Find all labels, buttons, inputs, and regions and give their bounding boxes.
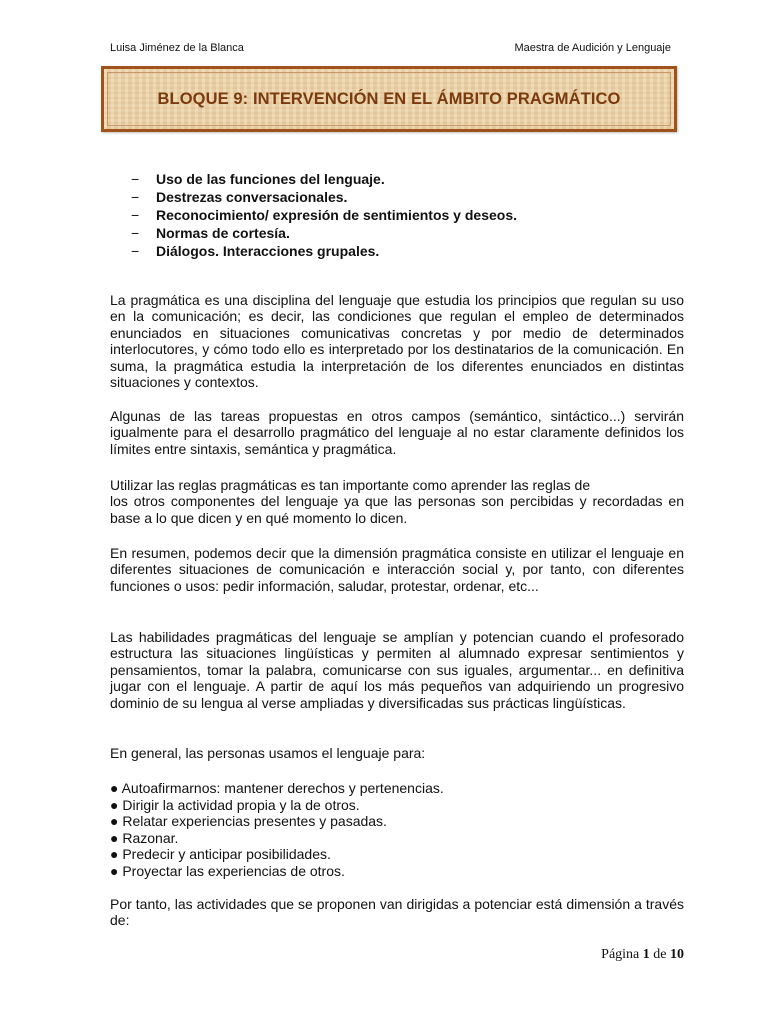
- topic-text: Uso de las funciones del lenguaje.: [156, 171, 385, 187]
- total-pages: 10: [670, 947, 684, 962]
- topic-text: Destrezas conversacionales.: [156, 189, 348, 205]
- paragraph-pragmatic-rules: [110, 477, 684, 526]
- dash-marker: −: [131, 171, 140, 187]
- paragraph-language-uses-intro: En general, las personas usamos el lenguaje para:: [110, 745, 426, 761]
- of-word: de: [653, 947, 667, 962]
- page-word: Página: [601, 947, 640, 962]
- list-item: ● Proyectar las experiencias de otros.: [110, 862, 345, 879]
- paragraph-summary: En resumen, podemos decir que la dimensión pragmática consiste en utilizar el lenguaje en diferentes situaciones de comunicación e interacción social y, por tanto, con diferentes funciones o usos: pedir información, saludar, protestar, ordenar, etc...: [110, 545, 684, 594]
- paragraph-pragmatic-skills: Las habilidades pragmáticas del lenguaje se amplían y potencian cuando el profesorado estructura las situaciones lingüísticas y permiten al alumnado expresar sentimientos y pensamientos, tomar la palabra, comunicarse con sus iguales, argumentar... en definitiva jugar con el lenguaje. A partir de aquí los más pequeños van adquiriendo un progresivo dominio de su lengua al verse ampliadas y diversificadas sus prácticas lingüísticas.: [110, 629, 684, 711]
- title-banner: [101, 66, 677, 132]
- header-role: Maestra de Audición y Lenguaje: [514, 42, 671, 54]
- topic-text: Reconocimiento/ expresión de sentimientos y deseos.: [156, 207, 517, 223]
- page-title: BLOQUE 9: INTERVENCIÓN EN EL ÁMBITO PRAGMÁTICO: [157, 89, 621, 108]
- paragraph-line: los otros componentes del lenguaje ya que las personas son percibidas y recordadas en base a lo que dicen y en qué momento lo dicen.: [110, 493, 684, 526]
- dash-marker: −: [131, 225, 140, 241]
- paragraph-activities-intro: Por tanto, las actividades que se proponen van dirigidas a potenciar está dimensión a través de:: [110, 896, 684, 929]
- topic-item: [131, 188, 517, 206]
- topic-item: [131, 242, 517, 260]
- paragraph-pragmatics-definition: La pragmática es una disciplina del lenguaje que estudia los principios que regulan su uso en la comunicación; es decir, las condiciones que regulan el empleo de determinados enunciados en situaciones comunicativas concretas y por medio de determinados interlocutores, y cómo todo ello es interpretado por los destinatarios de la comunicación. En suma, la pragmática estudia la interpretación de los diferentes enunciados en distintas situaciones y contextos.: [110, 292, 684, 391]
- list-item: ● Relatar experiencias presentes y pasadas.: [110, 813, 387, 830]
- page-number: [601, 947, 684, 963]
- topics-list: [131, 170, 517, 260]
- dash-marker: −: [131, 243, 140, 259]
- current-page: 1: [642, 947, 650, 962]
- list-item: ● Razonar.: [110, 829, 179, 846]
- paragraph-line: Utilizar las reglas pragmáticas es tan importante como aprender las reglas de: [110, 477, 591, 493]
- list-item: ● Autoafirmarnos: mantener derechos y pertenencias.: [110, 780, 444, 796]
- dash-marker: −: [131, 207, 140, 223]
- topic-item: [131, 224, 517, 242]
- dash-marker: −: [131, 189, 140, 205]
- topic-text: Normas de cortesía.: [156, 225, 290, 241]
- language-uses-list: [110, 780, 444, 880]
- topic-item: [131, 206, 517, 224]
- list-item: ● Predecir y anticipar posibilidades.: [110, 846, 331, 863]
- list-item: ● Dirigir la actividad propia y la de otros.: [110, 796, 360, 813]
- topic-text: Diálogos. Interacciones grupales.: [156, 243, 380, 259]
- paragraph-related-tasks: Algunas de las tareas propuestas en otros campos (semántico, sintáctico...) servirán igualmente para el desarrollo pragmático del lenguaje al no estar claramente definidos los límites entre sintaxis, semántica y pragmática.: [110, 408, 684, 457]
- topic-item: [131, 170, 517, 188]
- header-author: Luisa Jiménez de la Blanca: [110, 42, 244, 54]
